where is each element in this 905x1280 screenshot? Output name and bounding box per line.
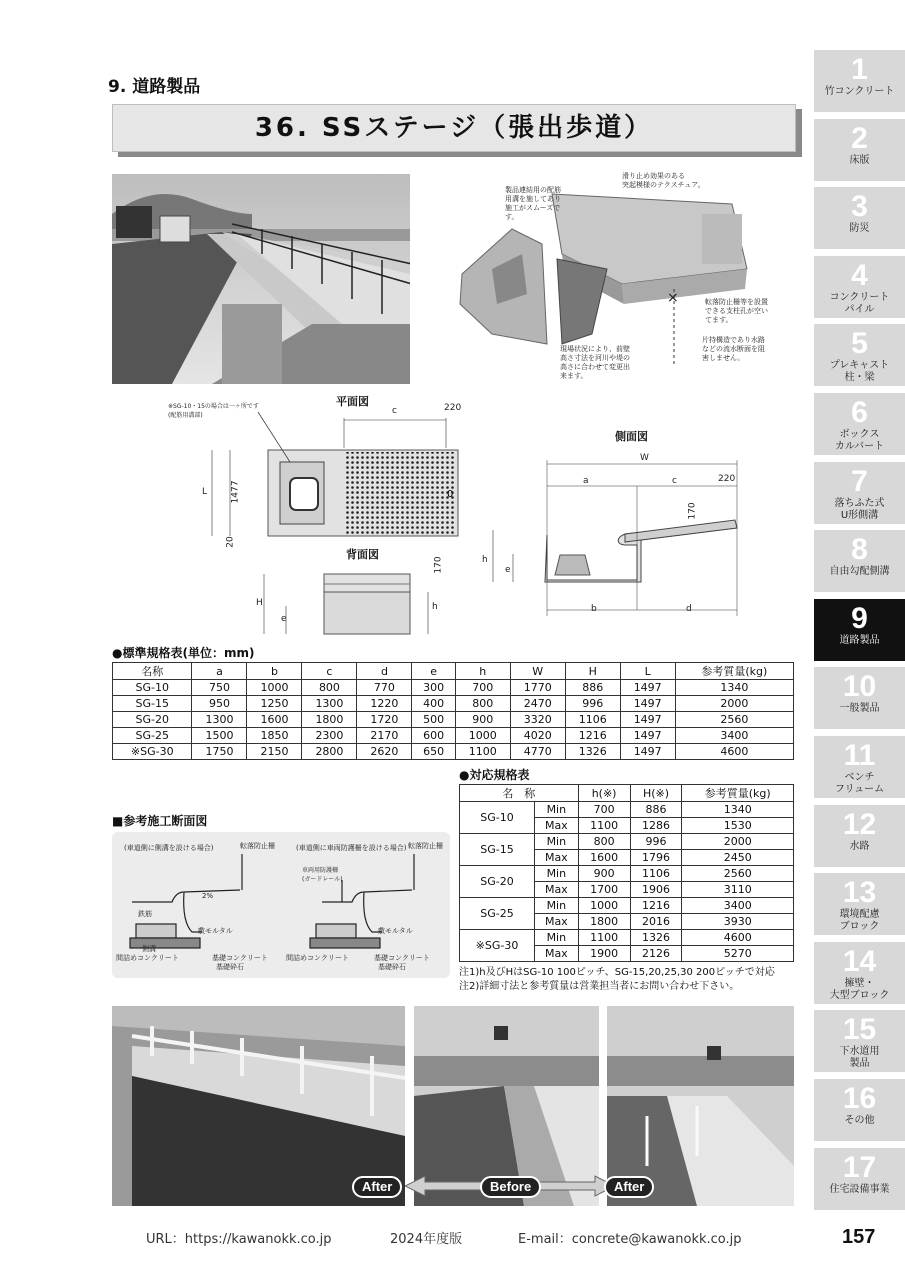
- table-cell: 1340: [675, 680, 793, 696]
- callout-texture: 滑り止め効果のある 突起模様のテクスチュア。: [622, 172, 705, 189]
- chapter-tab-label: 一般製品: [839, 703, 880, 715]
- section-base-concrete-right: 基礎コンクリート: [374, 954, 430, 962]
- spec-header-cell: d: [357, 663, 412, 680]
- table-cell: 2800: [302, 744, 357, 760]
- back-view-drawing: [250, 560, 450, 640]
- table-cell: 500: [412, 712, 455, 728]
- table-cell: 1106: [565, 712, 620, 728]
- side-view-title: 側面図: [615, 430, 648, 443]
- walkway-photo: [112, 174, 410, 384]
- table-cell: 1900: [578, 946, 630, 962]
- footer-url[interactable]: URL：https://kawanokk.co.jp: [146, 1232, 332, 1247]
- section-fill-concrete: 間詰めコンクリート: [116, 954, 179, 962]
- dim-plan-c: c: [392, 406, 397, 416]
- table-row: [460, 866, 794, 882]
- table-cell: Min: [535, 802, 579, 818]
- compat-model-cell: SG-10: [460, 802, 535, 834]
- table-row: [113, 712, 794, 728]
- table-cell: 1750: [192, 744, 247, 760]
- chapter-tab-number: 15: [842, 1013, 877, 1047]
- table-cell: 1100: [578, 818, 630, 834]
- section-base-gravel-right: 基礎砕石: [378, 963, 406, 971]
- table-cell: SG-20: [113, 712, 192, 728]
- table-cell: 1250: [247, 696, 302, 712]
- table-cell: 750: [192, 680, 247, 696]
- svg-text:0: 0: [447, 489, 454, 500]
- spec-table-title: ●標準規格表(単位：mm): [112, 646, 255, 660]
- chapter-tab-15[interactable]: [814, 1010, 905, 1072]
- chapter-tab-7[interactable]: [814, 462, 905, 524]
- table-cell: ※SG-30: [113, 744, 192, 760]
- compat-model-cell: SG-25: [460, 898, 535, 930]
- compat-model-cell: ※SG-30: [460, 930, 535, 962]
- table-row: [113, 696, 794, 712]
- plan-note: ※SG-10・15の場合は一ヶ所です (配筋用溝部): [168, 403, 259, 419]
- chapter-tab-label: 防災: [849, 223, 870, 235]
- table-cell: Max: [535, 882, 579, 898]
- chapter-tab-number: 17: [842, 1150, 877, 1184]
- compat-header-cell: 名 称: [460, 785, 579, 802]
- table-cell: 1497: [620, 712, 675, 728]
- chapter-tab-16[interactable]: [814, 1079, 905, 1141]
- table-cell: Min: [535, 898, 579, 914]
- table-cell: 2170: [357, 728, 412, 744]
- table-row: [460, 898, 794, 914]
- compat-table: [459, 784, 794, 962]
- dim-side-220: 220: [718, 474, 736, 484]
- compat-model-cell: SG-15: [460, 834, 535, 866]
- table-row: [460, 802, 794, 818]
- table-row: [460, 834, 794, 850]
- chapter-tab-14[interactable]: [814, 942, 905, 1004]
- chapter-tab-label: ボックス カルバート: [834, 429, 885, 452]
- table-cell: 1216: [565, 728, 620, 744]
- chapter-tab-number: 2: [851, 121, 868, 155]
- table-cell: 2450: [682, 850, 794, 866]
- section-mortar: 敷モルタル: [198, 927, 233, 935]
- dim-plan-1477: 1477: [230, 480, 241, 504]
- table-cell: 1300: [302, 696, 357, 712]
- table-cell: 3110: [682, 882, 794, 898]
- section-guard: 車両用防護柵 (ガードレール): [302, 867, 343, 883]
- chapter-tab-2[interactable]: [814, 119, 905, 181]
- after-label-left: After: [352, 1176, 402, 1198]
- chapter-tab-5[interactable]: [814, 324, 905, 386]
- table-cell: 3400: [675, 728, 793, 744]
- table-cell: 800: [578, 834, 630, 850]
- table-cell: 1300: [192, 712, 247, 728]
- table-cell: 1906: [630, 882, 682, 898]
- table-cell: 1100: [455, 744, 510, 760]
- table-cell: 1497: [620, 728, 675, 744]
- table-cell: 950: [192, 696, 247, 712]
- table-cell: 1800: [302, 712, 357, 728]
- table-cell: 1530: [682, 818, 794, 834]
- table-cell: 2016: [630, 914, 682, 930]
- note-2: 注2)詳細寸法と参考質量は営業担当者にお問い合わせ下さい。: [459, 981, 740, 992]
- compat-header-cell: h(※): [578, 785, 630, 802]
- table-cell: 996: [565, 696, 620, 712]
- dim-side-170: 170: [687, 502, 698, 520]
- chapter-tab-number: 13: [842, 876, 877, 910]
- chapter-tab-1[interactable]: [814, 50, 905, 112]
- chapter-tab-number: 3: [851, 190, 868, 224]
- table-cell: 2300: [302, 728, 357, 744]
- after-label-right: After: [604, 1176, 654, 1198]
- table-cell: 650: [412, 744, 455, 760]
- chapter-tab-label: プレキャスト 柱・梁: [829, 360, 890, 384]
- table-cell: Max: [535, 818, 579, 834]
- spec-header-cell: a: [192, 663, 247, 680]
- chapter-tab-number: 8: [851, 533, 868, 567]
- table-cell: 700: [455, 680, 510, 696]
- chapter-tab-label: 床版: [849, 154, 870, 166]
- table-cell: 4020: [510, 728, 565, 744]
- page-title: 36. SSステージ（張出歩道）: [254, 113, 654, 143]
- table-cell: 2470: [510, 696, 565, 712]
- plan-view-drawing: [200, 400, 480, 550]
- chapter-tab-17[interactable]: [814, 1148, 905, 1210]
- chapter-tab-number: 10: [842, 670, 877, 704]
- table-row: [113, 680, 794, 696]
- table-cell: 1100: [578, 930, 630, 946]
- table-cell: 3320: [510, 712, 565, 728]
- compat-model-cell: SG-20: [460, 866, 535, 898]
- chapter-tab-label: 住宅設備事業: [829, 1183, 890, 1195]
- spec-table: [112, 662, 794, 760]
- table-cell: Min: [535, 866, 579, 882]
- table-row: [113, 744, 794, 760]
- dim-back-H: H: [256, 598, 263, 608]
- table-cell: 600: [412, 728, 455, 744]
- table-cell: Max: [535, 850, 579, 866]
- chapter-tab-label: ベンチ フリューム: [834, 772, 885, 795]
- spec-header-cell: e: [412, 663, 455, 680]
- table-cell: 1216: [630, 898, 682, 914]
- spec-header-cell: 名称: [113, 663, 192, 680]
- compat-notes: [459, 966, 775, 994]
- table-cell: 996: [630, 834, 682, 850]
- chapter-tab-8[interactable]: [814, 530, 905, 592]
- section-fence-left: 転落防止柵: [240, 842, 275, 850]
- section-rebar: 鉄筋: [138, 910, 152, 918]
- table-cell: SG-10: [113, 680, 192, 696]
- chapter-tab-number: 1: [851, 53, 868, 86]
- table-row: [460, 930, 794, 946]
- table-cell: 1286: [630, 818, 682, 834]
- table-cell: 5270: [682, 946, 794, 962]
- table-cell: 3930: [682, 914, 794, 930]
- spec-header-cell: c: [302, 663, 357, 680]
- dim-side-a: a: [583, 476, 589, 486]
- table-cell: 3400: [682, 898, 794, 914]
- table-cell: 2560: [682, 866, 794, 882]
- table-cell: 2000: [675, 696, 793, 712]
- chapter-tab-6[interactable]: [814, 393, 905, 455]
- table-cell: 4770: [510, 744, 565, 760]
- table-cell: 886: [565, 680, 620, 696]
- dim-back-e: e: [281, 614, 287, 624]
- table-cell: 2126: [630, 946, 682, 962]
- table-cell: 1497: [620, 680, 675, 696]
- table-cell: 1220: [357, 696, 412, 712]
- section-base-gravel: 基礎砕石: [216, 963, 244, 971]
- dim-side-d: d: [686, 604, 692, 614]
- footer-edition: 2024年度版: [390, 1232, 463, 1247]
- table-cell: Max: [535, 946, 579, 962]
- callout-cantilever: 片持構造であり水路 などの流水断面を阻 害しません。: [702, 336, 765, 362]
- before-label: Before: [480, 1176, 541, 1198]
- table-cell: 1770: [510, 680, 565, 696]
- spec-header-cell: 参考質量(kg): [675, 663, 793, 680]
- chapter-tab-12[interactable]: [814, 805, 905, 867]
- chapter-tab-label: 道路製品: [839, 634, 880, 646]
- dim-side-c: c: [672, 476, 677, 486]
- chapter-tab-label: その他: [844, 1115, 875, 1126]
- chapter-tab-13[interactable]: [814, 873, 905, 935]
- section-fence-right: 転落防止柵: [408, 842, 443, 850]
- spec-header-cell: b: [247, 663, 302, 680]
- section-slope: 2%: [202, 892, 214, 900]
- spec-header-cell: H: [565, 663, 620, 680]
- page-number: 157: [842, 1226, 876, 1248]
- dim-back-170: 170: [433, 556, 444, 574]
- table-cell: 2560: [675, 712, 793, 728]
- chapter-tab-label: 落ちふた式 U形側溝: [834, 497, 885, 521]
- chapter-tab-label: 自由勾配側溝: [829, 566, 890, 578]
- dim-plan-L: L: [202, 487, 208, 497]
- spec-header-cell: L: [620, 663, 675, 680]
- dim-side-e: e: [505, 565, 511, 575]
- chapter-tab-number: 4: [851, 258, 868, 292]
- chapter-tab-10[interactable]: [814, 667, 905, 729]
- table-cell: 770: [357, 680, 412, 696]
- table-row: [113, 728, 794, 744]
- chapter-tab-label: 水路: [849, 840, 870, 852]
- dim-side-h: h: [482, 555, 488, 565]
- table-cell: 800: [455, 696, 510, 712]
- table-cell: Min: [535, 834, 579, 850]
- note-1: 注1)h及びHはSG-10 100ピッチ、SG-15,20,25,30 200ピッチで対応: [459, 967, 775, 978]
- compat-table-title: ●対応規格表: [459, 768, 530, 782]
- section-fill-concrete-right: 間詰めコンクリート: [286, 954, 349, 962]
- table-cell: 1700: [578, 882, 630, 898]
- section-base-concrete: 基礎コンクリート: [212, 954, 268, 962]
- table-cell: 1600: [247, 712, 302, 728]
- dim-side-W: W: [640, 453, 649, 463]
- callout-fence-hole: 転落防止柵等を設置 できる支柱孔が空い てます。: [705, 298, 768, 324]
- compat-header-cell: 参考質量(kg): [682, 785, 794, 802]
- callout-front-wall: 現場状況により、前壁 高さ寸法を河川や堤の 高さに合わせて変更出 来ます。: [560, 345, 630, 380]
- chapter-tab-11[interactable]: [814, 736, 905, 798]
- chapter-tab-number: 16: [842, 1082, 877, 1115]
- table-cell: 800: [302, 680, 357, 696]
- table-cell: 1326: [630, 930, 682, 946]
- table-cell: 300: [412, 680, 455, 696]
- table-cell: 1850: [247, 728, 302, 744]
- table-cell: 1497: [620, 744, 675, 760]
- dim-side-b: b: [591, 604, 597, 614]
- chapter-tab-label: 竹コンクリート: [824, 86, 895, 97]
- table-cell: 2150: [247, 744, 302, 760]
- chapter-tab-number: 6: [851, 396, 868, 429]
- table-cell: 1500: [192, 728, 247, 744]
- chapter-tab-4[interactable]: [814, 256, 905, 318]
- chapter-tab-number: 7: [851, 464, 868, 498]
- table-cell: Min: [535, 930, 579, 946]
- table-cell: 886: [630, 802, 682, 818]
- dim-plan-20: 20: [225, 536, 236, 548]
- chapter-tab-number: 5: [851, 327, 868, 361]
- section-label: 9. 道路製品: [108, 77, 201, 97]
- table-cell: 1000: [247, 680, 302, 696]
- chapter-tab-number: 11: [843, 739, 876, 772]
- spec-header-cell: h: [455, 663, 510, 680]
- chapter-tab-9[interactable]: [814, 599, 905, 661]
- table-cell: 2000: [682, 834, 794, 850]
- section-mortar-right: 敷モルタル: [378, 927, 413, 935]
- table-cell: 1796: [630, 850, 682, 866]
- table-cell: 400: [412, 696, 455, 712]
- table-cell: 1340: [682, 802, 794, 818]
- plan-view-title: 平面図: [336, 395, 369, 408]
- chapter-tab-3[interactable]: [814, 187, 905, 249]
- table-cell: 4600: [675, 744, 793, 760]
- section-gutter: 側溝: [142, 945, 156, 953]
- footer-email[interactable]: E-mail：concrete@kawanokk.co.jp: [518, 1232, 742, 1247]
- table-cell: 900: [578, 866, 630, 882]
- table-cell: 1800: [578, 914, 630, 930]
- side-view-drawing: [485, 450, 745, 620]
- dim-plan-220: 220: [444, 403, 462, 413]
- table-cell: SG-15: [113, 696, 192, 712]
- table-cell: Max: [535, 914, 579, 930]
- table-cell: 1106: [630, 866, 682, 882]
- section-right-caption: (車道側に車両防護柵を設ける場合): [296, 844, 407, 852]
- callout-rebar-groove: 製品連結用の配筋 用溝を施してあり 施工がスムーズで す。: [505, 186, 561, 221]
- table-cell: 900: [455, 712, 510, 728]
- title-box: [112, 104, 796, 152]
- chapter-tab-number: 14: [842, 944, 877, 978]
- chapter-tab-label: 環境配慮 ブロック: [839, 909, 880, 933]
- table-cell: 2620: [357, 744, 412, 760]
- dim-back-h: h: [432, 602, 438, 612]
- table-cell: 4600: [682, 930, 794, 946]
- section-diagram-title: ■参考施工断面図: [112, 814, 208, 828]
- table-cell: SG-25: [113, 728, 192, 744]
- table-cell: 1720: [357, 712, 412, 728]
- back-view-title: 背面図: [346, 548, 379, 561]
- chapter-tab-number: 9: [851, 601, 868, 635]
- chapter-tab-number: 12: [842, 807, 877, 841]
- svg-text:×: ×: [667, 290, 679, 306]
- table-cell: 1000: [578, 898, 630, 914]
- chapter-tab-label: 擁壁・ 大型ブロック: [829, 977, 890, 1001]
- spec-header-cell: W: [510, 663, 565, 680]
- chapter-tab-label: 下水道用 製品: [839, 1046, 880, 1070]
- table-cell: 1497: [620, 696, 675, 712]
- section-left-caption: (車道側に側溝を設ける場合): [124, 844, 214, 852]
- compat-header-cell: H(※): [630, 785, 682, 802]
- table-cell: 1600: [578, 850, 630, 866]
- chapter-tab-label: コンクリート パイル: [829, 291, 890, 315]
- table-cell: 1000: [455, 728, 510, 744]
- section-diagram: [112, 832, 450, 978]
- table-cell: 1326: [565, 744, 620, 760]
- table-cell: 700: [578, 802, 630, 818]
